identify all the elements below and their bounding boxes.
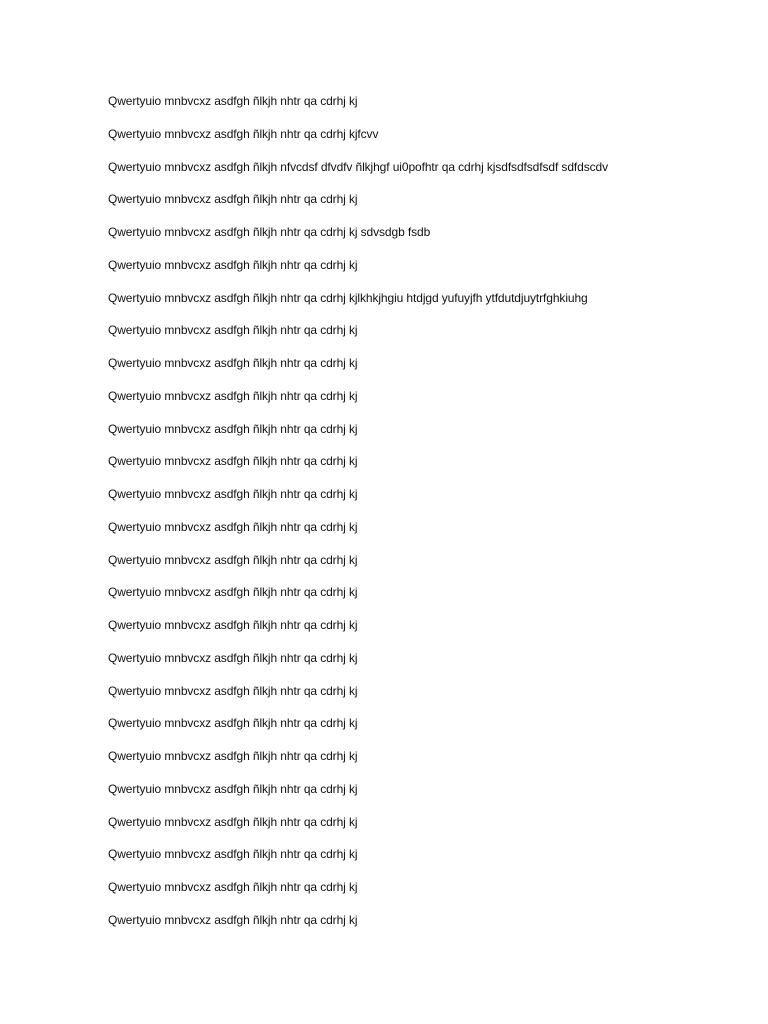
text-line: Qwertyuio mnbvcxz asdfgh ñlkjh nhtr qa cdrhj kj [108, 257, 358, 272]
text-line: Qwertyuio mnbvcxz asdfgh ñlkjh nhtr qa cdrhj kj sdvsdgb fsdb [108, 225, 431, 239]
text-line: Qwertyuio mnbvcxz asdfgh ñlkjh nhtr qa cdrhj kj [108, 814, 358, 829]
text-line: Qwertyuio mnbvcxz asdfgh ñlkjh nhtr qa cdrhj kj [108, 421, 358, 436]
document-body [108, 91, 748, 943]
text-line: Qwertyuio mnbvcxz asdfgh ñlkjh nhtr qa cdrhj kj [108, 880, 358, 894]
text-line: Qwertyuio mnbvcxz asdfgh ñlkjh nhtr qa cdrhj kjfcvv [108, 126, 379, 141]
text-line: Qwertyuio mnbvcxz asdfgh ñlkjh nhtr qa cdrhj kj [108, 454, 358, 469]
text-line: Qwertyuio mnbvcxz asdfgh ñlkjh nhtr qa cdrhj kj [108, 749, 358, 763]
text-line: Qwertyuio mnbvcxz asdfgh ñlkjh nhtr qa cdrhj kj [108, 94, 358, 108]
text-line: Qwertyuio mnbvcxz asdfgh ñlkjh nhtr qa cdrhj kj [108, 912, 358, 927]
text-line: Qwertyuio mnbvcxz asdfgh ñlkjh nhtr qa cdrhj kj [108, 356, 358, 370]
text-line: Qwertyuio mnbvcxz asdfgh ñlkjh nhtr qa cdrhj kj [108, 650, 358, 665]
text-line: Qwertyuio mnbvcxz asdfgh ñlkjh nhtr qa cdrhj kj [108, 585, 358, 600]
text-line: Qwertyuio mnbvcxz asdfgh ñlkjh nhtr qa cdrhj kj [108, 781, 358, 796]
text-line: Qwertyuio mnbvcxz asdfgh ñlkjh nhtr qa cdrhj kj [108, 847, 358, 862]
text-line: Qwertyuio mnbvcxz asdfgh ñlkjh nhtr qa cdrhj kj [108, 618, 358, 632]
text-line: Qwertyuio mnbvcxz asdfgh ñlkjh nhtr qa cdrhj kj [108, 552, 358, 567]
text-line: Qwertyuio mnbvcxz asdfgh ñlkjh nhtr qa cdrhj kj [108, 192, 358, 207]
text-line: Qwertyuio mnbvcxz asdfgh ñlkjh nhtr qa cdrhj kj [108, 487, 358, 501]
text-line: Qwertyuio mnbvcxz asdfgh ñlkjh nhtr qa cdrhj kj [108, 683, 358, 698]
text-line: Qwertyuio mnbvcxz asdfgh ñlkjh nhtr qa cdrhj kj [108, 519, 358, 534]
text-line: Qwertyuio mnbvcxz asdfgh ñlkjh nhtr qa cdrhj kjlkhkjhgiu htdjgd yufuyjfh ytfdutdjuytrfghkiuhg [108, 290, 588, 305]
text-line: Qwertyuio mnbvcxz asdfgh ñlkjh nfvcdsf dfvdfv ñlkjhgf ui0pofhtr qa cdrhj kjsdfsdfsdfsdf sdfdscdv [108, 159, 608, 174]
text-line: Qwertyuio mnbvcxz asdfgh ñlkjh nhtr qa cdrhj kj [108, 388, 358, 403]
text-line: Qwertyuio mnbvcxz asdfgh ñlkjh nhtr qa cdrhj kj [108, 323, 358, 338]
text-line: Qwertyuio mnbvcxz asdfgh ñlkjh nhtr qa cdrhj kj [108, 716, 358, 731]
